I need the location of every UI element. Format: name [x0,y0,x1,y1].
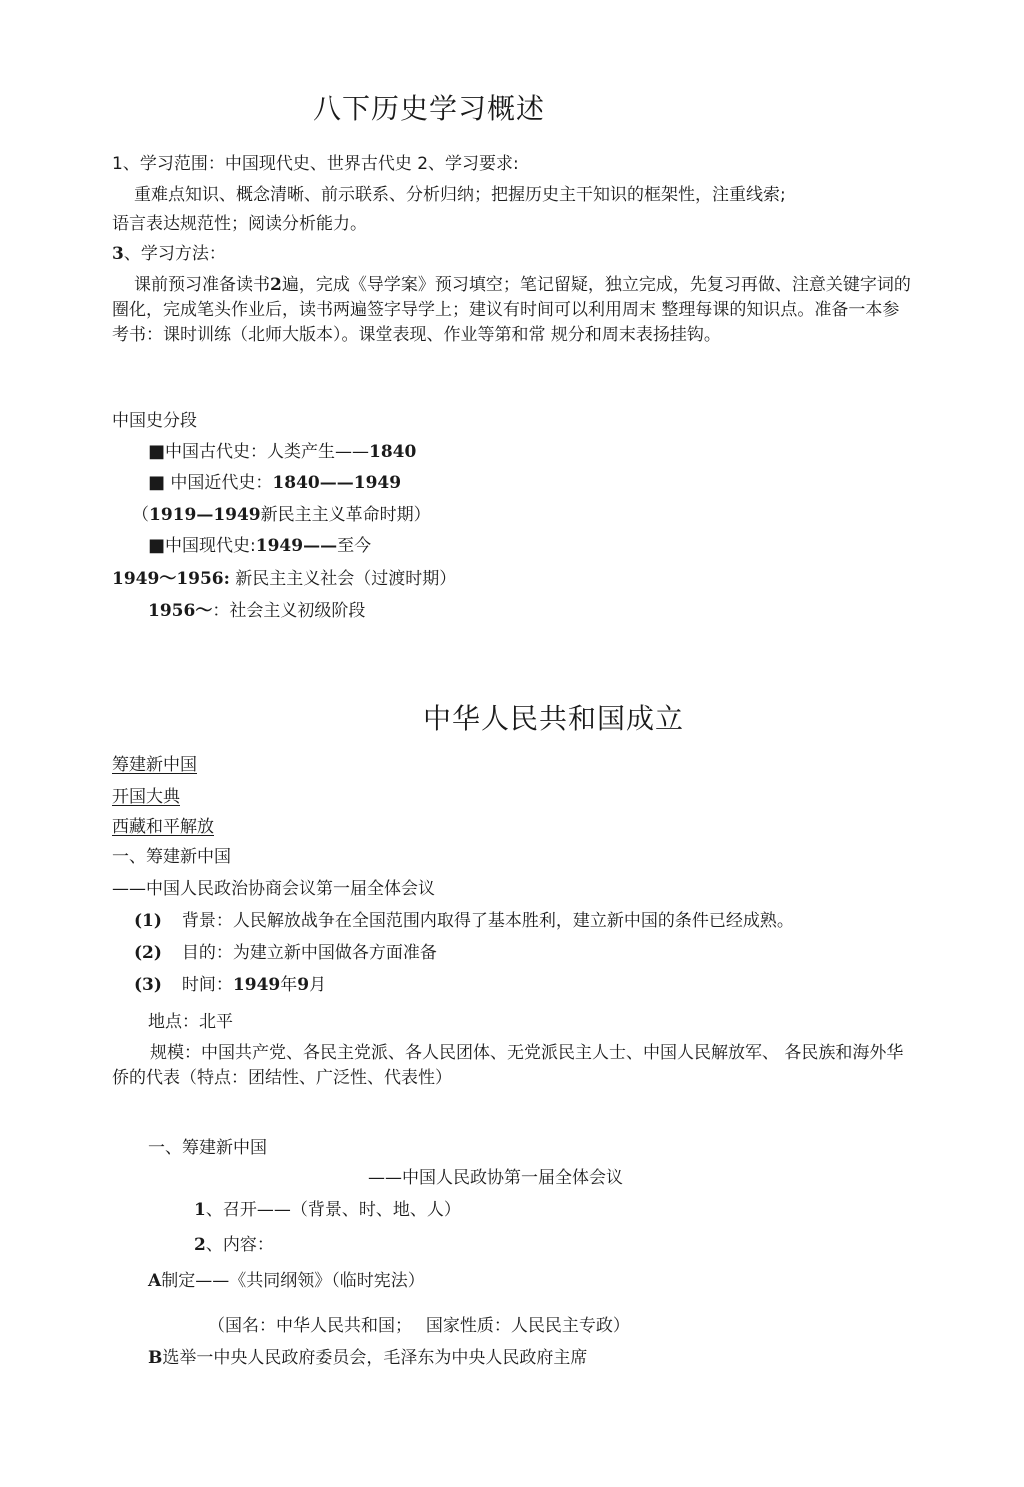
period-modern-range: 1840——1949 [272,473,402,493]
item-background [134,910,794,932]
method-times: 2 [270,275,282,295]
period-socialism [148,600,365,622]
square-bullet-icon: ■ [148,472,166,493]
method-text-b: 遍，完成《导学案》预习填空；笔记留疑，独立完成，先复习再做、注意关键字词的圈化，完成笔头作业后，读书两遍签字导学上；建议有时间可以利用周末 整理每课的知识点。准备一本参考书：课时训练（北师大版本）。课堂表现、作业等第和常 规分和周末表扬挂钩。 [112,275,911,345]
item-time-month-unit: 月 [309,975,327,995]
item-time-label: 时间： [181,975,233,995]
section-subtitle-1: ——中国人民政治协商会议第一届全体会议 [112,879,435,899]
study-requirements-1: 重难点知识、概念清晰、前示联系、分析归纳；把握历史主干知识的框架性，注重线索; [134,185,786,205]
period-transition-text: 新民主主义社会（过渡时期） [229,569,457,589]
content-b-text: 选举一中央人民政府委员会，毛泽东为中央人民政府主席 [162,1348,588,1368]
content-b [148,1347,587,1369]
study-scope: 1、学习范围：中国现代史、世界古代史 2、学习要求: [112,154,519,174]
period-contemporary-end: 至今 [337,536,372,556]
period-transition [112,568,456,590]
square-bullet-icon: ■ [148,441,166,462]
method-text-a: 课前预习准备读书 [134,275,270,295]
item-place: 地点：北平 [148,1012,233,1032]
period-new-democratic-range: 1919—1949 [149,505,261,525]
period-socialism-text: ：社会主义初级阶段 [212,601,366,621]
paren-open: （ [132,505,149,525]
item-convene-text: 、召开——（背景、时、地、人） [205,1200,461,1220]
item-time-year-unit: 年 [280,975,298,995]
item-convene [194,1199,461,1221]
period-ancient-label: 中国古代史：人类产生—— [165,442,370,462]
item-content-text: 、内容： [205,1235,274,1255]
content-a [148,1270,425,1292]
item-content [194,1234,274,1256]
period-modern-label: 中国近代史： [165,473,273,493]
content-a-letter: A [148,1271,162,1291]
overview-title: 八下历史学习概述 [313,92,546,125]
section-subtitle-2: ——中国人民政协第一届全体会议 [368,1168,623,1188]
period-ancient-end: 1840 [369,442,417,462]
period-contemporary-start: 1949—— [255,536,338,556]
link-prepare-new-china[interactable]: 筹建新中国 [112,755,197,775]
content-a-detail: （国名：中华人民共和国； 国家性质：人民民主专政） [208,1316,630,1336]
periods-heading: 中国史分段 [112,411,197,431]
item-goal-num: (2) [134,943,162,963]
section-heading-2: 一、筹建新中国 [148,1138,267,1158]
item-background-text: 背景：人民解放战争在全国范围内取得了基本胜利，建立新中国的条件已经成熟。 [181,911,794,931]
period-new-democratic [132,504,431,526]
item-time-month: 9 [297,975,310,995]
item-content-num: 2 [194,1235,206,1255]
link-founding-ceremony[interactable]: 开国大典 [112,787,180,807]
item-convene-num: 1 [194,1200,206,1220]
item-background-num: (1) [134,911,162,931]
method-label: 、学习方法： [123,244,226,264]
item-time-year: 1949 [232,975,281,995]
period-ancient [148,441,416,463]
item-goal-text: 目的：为建立新中国做各方面准备 [181,943,437,963]
study-method-heading [112,243,226,265]
item-time-num: (3) [134,975,162,995]
period-modern [148,472,401,494]
period-new-democratic-text: 新民主主义革命时期） [260,505,431,525]
study-requirements-2: 语言表达规范性；阅读分析能力。 [112,214,367,234]
method-number: 3 [112,244,124,264]
link-tibet-liberation[interactable]: 西藏和平解放 [112,817,214,837]
period-contemporary-label: 中国现代史: [165,536,256,556]
period-socialism-range: 1956～ [148,601,213,621]
prc-title: 中华人民共和国成立 [423,702,685,735]
content-a-text: 制定——《共同纲领》（临时宪法） [161,1271,425,1291]
study-method-paragraph [112,273,912,348]
content-b-letter: B [148,1348,163,1368]
item-scale: 规模：中国共产党、各民主党派、各人民团体、无党派民主人士、中国人民解放军、 各民族和海外华侨的代表（特点：团结性、广泛性、代表性） [112,1043,904,1088]
period-transition-range: 1949～1956: [112,569,230,589]
square-bullet-icon: ■ [148,535,166,556]
item-goal [134,942,437,964]
item-time [134,974,326,996]
period-contemporary [148,535,371,557]
section-heading-1: 一、筹建新中国 [112,847,231,867]
